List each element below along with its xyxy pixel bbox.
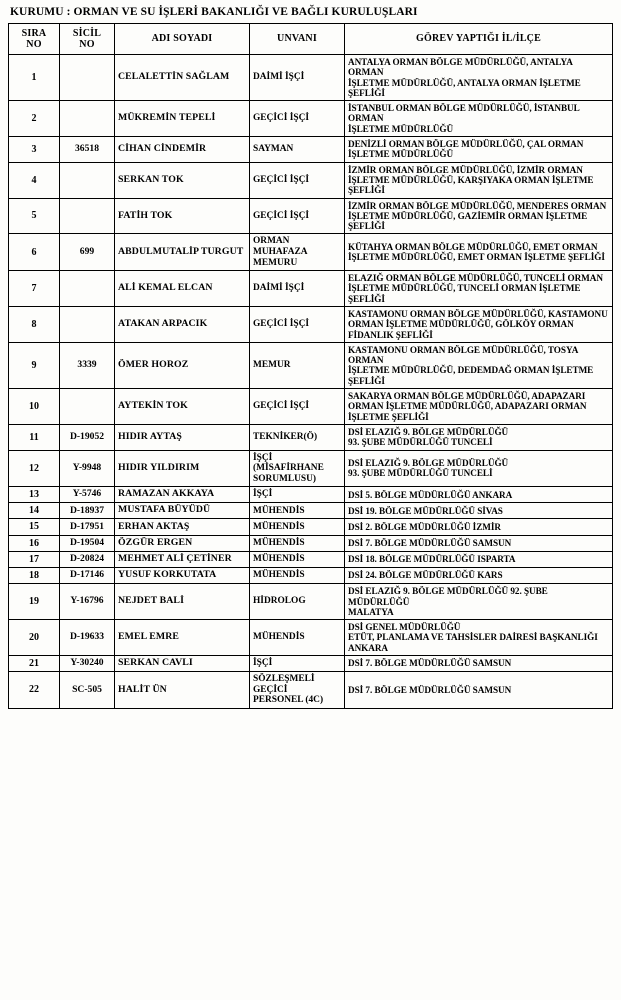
cell-gorev (345, 137, 613, 163)
cell-sira-no: 13 (9, 487, 60, 503)
cell-sicil-no: Y-5746 (60, 487, 115, 503)
table-row (9, 551, 613, 567)
cell-ad-soyad: YUSUF KORKUTATA (115, 568, 250, 584)
cell-unvan: MÜHENDİS (250, 568, 345, 584)
cell-sicil-no (60, 198, 115, 234)
cell-unvan (250, 234, 345, 271)
table-row (9, 450, 613, 487)
cell-ad-soyad: ATAKAN ARPACIK (115, 306, 250, 342)
table-body (9, 55, 613, 709)
table-row (9, 568, 613, 584)
cell-gorev (345, 519, 613, 535)
cell-sicil-no: D-18937 (60, 503, 115, 519)
cell-unvan (250, 672, 345, 709)
column-header-unvan: UNVANI (250, 24, 345, 55)
cell-sira-no: 9 (9, 342, 60, 388)
cell-sicil-no: D-19633 (60, 620, 115, 656)
cell-gorev-line: MALATYA (348, 606, 394, 617)
cell-gorev-line: İZMİR ORMAN BÖLGE MÜDÜRLÜĞÜ, MENDERES ORMAN (348, 200, 607, 211)
cell-unvan: DAİMİ İŞÇİ (250, 55, 345, 101)
cell-gorev-line: KÜTAHYA ORMAN BÖLGE MÜDÜRLÜĞÜ, EMET ORMAN (348, 241, 598, 252)
cell-gorev-line: ŞEFLİĞİ (348, 221, 385, 232)
cell-sira-no: 20 (9, 620, 60, 656)
cell-unvan-line: (MİSAFİRHANE (253, 463, 324, 474)
cell-sira-no: 11 (9, 424, 60, 450)
cell-gorev-line: ETÜT, PLANLAMA VE TAHSİSLER DAİRESİ BAŞKANLIĞI (348, 632, 598, 643)
table-row (9, 503, 613, 519)
table-row (9, 656, 613, 672)
table-row (9, 234, 613, 271)
cell-sira-no: 7 (9, 271, 60, 307)
column-header-gorev: GÖREV YAPTIĞI İL/İLÇE (345, 24, 613, 55)
cell-gorev-line: İŞLETME MÜDÜRLÜĞÜ, KARŞIYAKA ORMAN İŞLETME (348, 174, 594, 185)
cell-sira-no: 6 (9, 234, 60, 271)
cell-sicil-no (60, 101, 115, 137)
cell-ad-soyad: CİHAN CİNDEMİR (115, 137, 250, 163)
cell-gorev-line: ŞEFLİĞİ (348, 87, 385, 98)
cell-gorev-line: DSİ 7. BÖLGE MÜDÜRLÜĞÜ SAMSUN (348, 684, 512, 695)
cell-gorev (345, 568, 613, 584)
cell-sira-no: 16 (9, 535, 60, 551)
cell-gorev-line: İŞLETME MÜDÜRLÜĞÜ, DEDEMDAĞ ORMAN İŞLETME (348, 365, 594, 376)
cell-gorev-line: KASTAMONU ORMAN BÖLGE MÜDÜRLÜĞÜ, TOSYA ORMAN (348, 344, 578, 366)
cell-sicil-no: D-19052 (60, 424, 115, 450)
table-row (9, 424, 613, 450)
cell-ad-soyad: HALİT ÜN (115, 672, 250, 709)
cell-ad-soyad: AYTEKİN TOK (115, 389, 250, 425)
cell-gorev (345, 198, 613, 234)
cell-gorev-line: İŞLETME MÜDÜRLÜĞÜ (348, 123, 454, 134)
table-row (9, 584, 613, 620)
cell-sicil-no: Y-16796 (60, 584, 115, 620)
cell-gorev-line: DSİ ELAZIĞ 9. BÖLGE MÜDÜRLÜĞÜ (348, 426, 509, 437)
cell-unvan: HİDROLOG (250, 584, 345, 620)
cell-gorev-line: İŞLETME MÜDÜRLÜĞÜ (348, 149, 454, 160)
cell-unvan: MÜHENDİS (250, 535, 345, 551)
cell-unvan: MÜHENDİS (250, 620, 345, 656)
cell-sira-no: 12 (9, 450, 60, 487)
cell-sira-no: 17 (9, 551, 60, 567)
table-row (9, 101, 613, 137)
cell-sira-no: 15 (9, 519, 60, 535)
column-header-sicil-no (60, 24, 115, 55)
cell-sicil-no (60, 271, 115, 307)
cell-sira-no: 10 (9, 389, 60, 425)
cell-ad-soyad: HIDIR YILDIRIM (115, 450, 250, 487)
cell-unvan-line: ORMAN MUHAFAZA (253, 236, 308, 257)
cell-sira-no: 5 (9, 198, 60, 234)
cell-gorev-line: DSİ 24. BÖLGE MÜDÜRLÜĞÜ KARS (348, 570, 503, 581)
cell-sicil-no: Y-9948 (60, 450, 115, 487)
table-row (9, 137, 613, 163)
cell-gorev (345, 551, 613, 567)
column-header-sira-no-line2: NO (26, 39, 42, 50)
cell-gorev-line: DSİ 7. BÖLGE MÜDÜRLÜĞÜ SAMSUN (348, 538, 512, 549)
cell-gorev (345, 503, 613, 519)
cell-ad-soyad: HIDIR AYTAŞ (115, 424, 250, 450)
cell-gorev-line: DSİ 19. BÖLGE MÜDÜRLÜĞÜ SİVAS (348, 505, 503, 516)
cell-gorev-line: İŞLETME MÜDÜRLÜĞÜ, TUNCELİ ORMAN İŞLETME ŞEFLİĞİ (348, 283, 581, 304)
cell-gorev (345, 450, 613, 487)
cell-gorev-line: DSİ ELAZIĞ 9. BÖLGE MÜDÜRLÜĞÜ 92. ŞUBE MÜDÜRLÜĞÜ (348, 586, 548, 607)
table-row (9, 342, 613, 388)
cell-gorev (345, 656, 613, 672)
cell-unvan (250, 450, 345, 487)
personnel-table (8, 23, 613, 709)
cell-gorev-line: İZMİR ORMAN BÖLGE MÜDÜRLÜĞÜ, İZMİR ORMAN (348, 164, 583, 175)
cell-unvan: İŞÇİ (250, 487, 345, 503)
cell-gorev (345, 342, 613, 388)
table-row (9, 620, 613, 656)
cell-unvan: İŞÇİ (250, 656, 345, 672)
cell-sira-no: 8 (9, 306, 60, 342)
column-header-sicil-no-line1: SİCİL (72, 27, 102, 39)
cell-gorev-line: DSİ 7. BÖLGE MÜDÜRLÜĞÜ SAMSUN (348, 658, 512, 669)
cell-sira-no: 3 (9, 137, 60, 163)
cell-gorev (345, 162, 613, 198)
cell-gorev-line: DSİ 2. BÖLGE MÜDÜRLÜĞÜ İZMİR (348, 521, 502, 532)
cell-gorev (345, 487, 613, 503)
cell-sira-no: 18 (9, 568, 60, 584)
cell-gorev (345, 101, 613, 137)
cell-ad-soyad: EMEL EMRE (115, 620, 250, 656)
cell-gorev (345, 620, 613, 656)
cell-gorev-line: ANKARA (348, 642, 389, 653)
cell-sira-no: 14 (9, 503, 60, 519)
table-row (9, 535, 613, 551)
cell-gorev-line: 93. ŞUBE MÜDÜRLÜĞÜ TUNCELİ (348, 437, 493, 448)
cell-sicil-no: SC-505 (60, 672, 115, 709)
cell-gorev-line: İŞLETME MÜDÜRLÜĞÜ, ANTALYA ORMAN İŞLETME (348, 77, 581, 88)
cell-ad-soyad: MUSTAFA BÜYÜDÜ (115, 503, 250, 519)
cell-gorev-line: İŞLETME MÜDÜRLÜĞÜ, GAZİEMİR ORMAN İŞLETME (348, 210, 588, 221)
cell-gorev-line: FİDANLIK ŞEFLİĞİ (348, 329, 433, 340)
cell-sicil-no: 699 (60, 234, 115, 271)
table-row (9, 198, 613, 234)
cell-gorev-line: İSTANBUL ORMAN BÖLGE MÜDÜRLÜĞÜ, İSTANBUL ORMAN (348, 103, 580, 124)
cell-sicil-no: 36518 (60, 137, 115, 163)
cell-ad-soyad: ALİ KEMAL ELCAN (115, 271, 250, 307)
cell-sira-no: 1 (9, 55, 60, 101)
cell-ad-soyad: NEJDET BALİ (115, 584, 250, 620)
cell-ad-soyad: RAMAZAN AKKAYA (115, 487, 250, 503)
cell-sira-no: 2 (9, 101, 60, 137)
cell-ad-soyad: ABDULMUTALİP TURGUT (115, 234, 250, 271)
cell-unvan: SAYMAN (250, 137, 345, 163)
cell-gorev (345, 389, 613, 425)
cell-gorev-line: ORMAN İŞLETME MÜDÜRLÜĞÜ, GÖLKÖY ORMAN (348, 319, 574, 330)
cell-gorev-line: KASTAMONU ORMAN BÖLGE MÜDÜRLÜĞÜ, KASTAMONU (348, 308, 608, 319)
cell-ad-soyad: FATİH TOK (115, 198, 250, 234)
cell-gorev (345, 55, 613, 101)
column-header-sicil-no-line2: NO (79, 39, 95, 50)
cell-sira-no: 4 (9, 162, 60, 198)
cell-ad-soyad: SERKAN CAVLI (115, 656, 250, 672)
cell-gorev-line: İŞLETME MÜDÜRLÜĞÜ, EMET ORMAN İŞLETME ŞEFLİĞİ (348, 252, 605, 263)
cell-gorev (345, 271, 613, 307)
cell-unvan: TEKNİKER(Ö) (250, 424, 345, 450)
cell-unvan-line: SORUMLUSU) (253, 473, 317, 484)
cell-unvan: MÜHENDİS (250, 503, 345, 519)
table-header (9, 24, 613, 55)
table-row (9, 672, 613, 709)
cell-unvan: GEÇİCİ İŞÇİ (250, 198, 345, 234)
cell-unvan-line: SÖZLEŞMELİ GEÇİCİ (253, 674, 315, 695)
cell-sicil-no: D-20824 (60, 551, 115, 567)
cell-unvan: MÜHENDİS (250, 551, 345, 567)
cell-ad-soyad: ÖMER HOROZ (115, 342, 250, 388)
table-row (9, 162, 613, 198)
cell-sira-no: 19 (9, 584, 60, 620)
table-row (9, 389, 613, 425)
cell-unvan-line: İŞÇİ (253, 452, 273, 463)
cell-gorev-line: ŞEFLİĞİ (348, 185, 385, 196)
cell-ad-soyad: MÜKREMİN TEPELİ (115, 101, 250, 137)
cell-unvan-line: PERSONEL (4C) (253, 695, 324, 706)
cell-gorev-line: İŞLETME ŞEFLİĞİ (348, 411, 429, 422)
cell-sira-no: 22 (9, 672, 60, 709)
column-header-ad-soyad: ADI SOYADI (115, 24, 250, 55)
cell-ad-soyad: ÖZGÜR ERGEN (115, 535, 250, 551)
cell-gorev (345, 234, 613, 271)
page-title: KURUMU : ORMAN VE SU İŞLERİ BAKANLIĞI VE BAĞLI KURULUŞLARI (10, 6, 418, 18)
cell-gorev-line: DSİ 18. BÖLGE MÜDÜRLÜĞÜ ISPARTA (348, 554, 516, 565)
cell-ad-soyad: SERKAN TOK (115, 162, 250, 198)
table-header-row (9, 24, 613, 55)
table-row (9, 271, 613, 307)
cell-sicil-no (60, 55, 115, 101)
cell-gorev-line: DSİ 5. BÖLGE MÜDÜRLÜĞÜ ANKARA (348, 489, 513, 500)
cell-gorev (345, 584, 613, 620)
cell-sicil-no: Y-30240 (60, 656, 115, 672)
cell-gorev-line: ORMAN İŞLETME MÜDÜRLÜĞÜ, ADAPAZARI ORMAN (348, 401, 587, 412)
cell-gorev-line: ANTALYA ORMAN BÖLGE MÜDÜRLÜĞÜ, ANTALYA ORMAN (348, 57, 573, 78)
cell-sicil-no (60, 389, 115, 425)
column-header-sira-no-line1: SIRA (21, 27, 47, 39)
cell-gorev-line: DSİ GENEL MÜDÜRLÜĞÜ (348, 622, 461, 633)
cell-gorev-line: ELAZIĞ ORMAN BÖLGE MÜDÜRLÜĞÜ, TUNCELİ ORMAN (348, 273, 603, 284)
cell-ad-soyad: MEHMET ALİ ÇETİNER (115, 551, 250, 567)
cell-gorev (345, 535, 613, 551)
cell-unvan: GEÇİCİ İŞÇİ (250, 389, 345, 425)
table-row (9, 306, 613, 342)
cell-unvan: DAİMİ İŞÇİ (250, 271, 345, 307)
table-row (9, 519, 613, 535)
cell-sicil-no: D-17951 (60, 519, 115, 535)
cell-gorev-line: ŞEFLİĞİ (348, 375, 385, 386)
cell-sicil-no (60, 162, 115, 198)
table-row (9, 55, 613, 101)
cell-ad-soyad: ERHAN AKTAŞ (115, 519, 250, 535)
cell-unvan-line: MEMURU (253, 257, 298, 268)
cell-sicil-no: D-17146 (60, 568, 115, 584)
cell-unvan: MEMUR (250, 342, 345, 388)
cell-sicil-no: 3339 (60, 342, 115, 388)
cell-unvan: MÜHENDİS (250, 519, 345, 535)
cell-gorev-line: DENİZLİ ORMAN BÖLGE MÜDÜRLÜĞÜ, ÇAL ORMAN (348, 139, 584, 150)
column-header-sira-no (9, 24, 60, 55)
cell-gorev (345, 424, 613, 450)
cell-gorev (345, 306, 613, 342)
cell-gorev (345, 672, 613, 709)
cell-sicil-no: D-19504 (60, 535, 115, 551)
cell-unvan: GEÇİCİ İŞÇİ (250, 101, 345, 137)
cell-unvan: GEÇİCİ İŞÇİ (250, 306, 345, 342)
cell-gorev-line: 93. ŞUBE MÜDÜRLÜĞÜ TUNCELİ (348, 468, 493, 479)
cell-ad-soyad: CELALETTİN SAĞLAM (115, 55, 250, 101)
cell-gorev-line: DSİ ELAZIĞ 9. BÖLGE MÜDÜRLÜĞÜ (348, 458, 509, 468)
table-row (9, 487, 613, 503)
cell-sicil-no (60, 306, 115, 342)
cell-unvan: GEÇİCİ İŞÇİ (250, 162, 345, 198)
cell-sira-no: 21 (9, 656, 60, 672)
cell-gorev-line: SAKARYA ORMAN BÖLGE MÜDÜRLÜĞÜ, ADAPAZARI (348, 391, 586, 402)
